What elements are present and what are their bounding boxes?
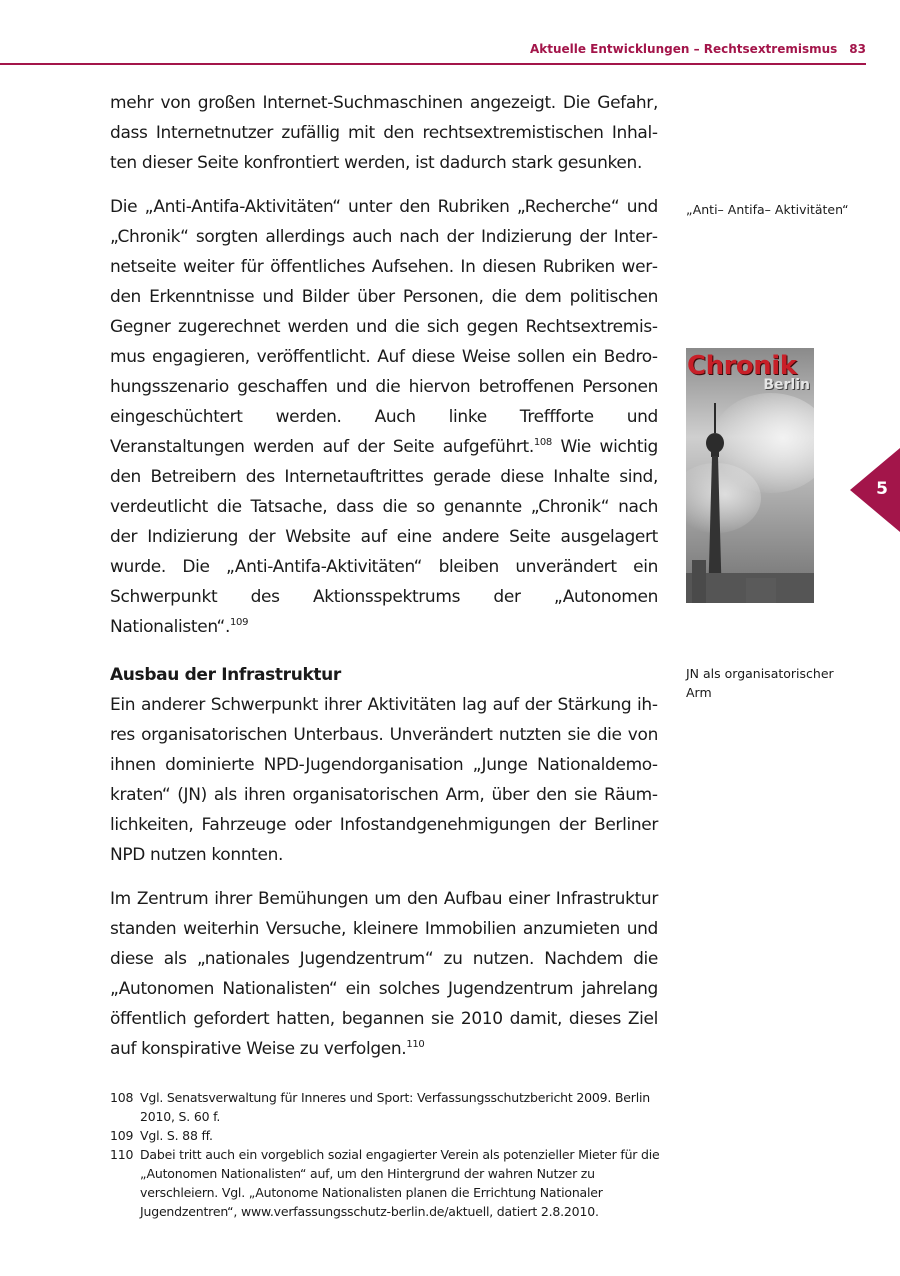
paragraph-2-text-cont: Wie wichtig den Betreibern des Internetauftrittes gerade diese Inhalte sind, verdeutlicht die Tatsache, dass die so genannte „Chronik“ nach der Indizierung der Website auf eine andere Seite ausgelagert wurde. Die „Anti-Antifa-Aktivitäten“ bleiben unverändert ein Schwerpunkt des Aktionsspektrums der „Autonomen Nationalisten“.: [110, 437, 658, 637]
footnote-number: 110: [110, 1147, 134, 1162]
chapter-number: 5: [876, 479, 888, 499]
paragraph-4: [110, 884, 658, 1064]
footnote-ref-110[interactable]: 110: [406, 1039, 425, 1050]
header-title: Aktuelle Entwicklungen – Rechtsextremismus: [529, 42, 838, 56]
paragraph-1: mehr von großen Internet-Suchmaschinen angezeigt. Die Gefahr, dass Internetnutzer zufällig mit den rechtsextremistischen Inhalten dieser Seite konfrontiert werden, ist dadurch stark gesunken.: [110, 93, 658, 173]
paragraph-4-text: Im Zentrum ihrer Bemühungen um den Aufbau einer Infrastruktur standen weiterhin Versuche, kleinere Immobilien anzumieten und diese als „nationales Jugendzentrum“ zu nutzen. Nachdem die „Autonomen Nationalisten“ ein solches Jugendzentrum jahrelang öffentlich gefordert hatten, begannen sie 2010 damit, dieses Ziel auf konspirative Weise zu verfolgen.: [110, 889, 658, 1059]
paragraph-2: [110, 192, 658, 642]
footnote-ref-108[interactable]: 108: [533, 437, 552, 448]
footnote-text: Vgl. Senatsverwaltung für Inneres und Sport: Verfassungsschutzbericht 2009. Berlin 2010, S. 60 f.: [140, 1090, 650, 1124]
page-number: 83: [849, 42, 866, 56]
paragraph-3: Ein anderer Schwerpunkt ihrer Aktivitäten lag auf der Stärkung ihres organisatorischen Unterbaus. Unverändert nutzten sie die von ihnen dominierte NPD-Jugendorganisation „Junge Nationaldemokraten“ (JN) als ihren organisatorischen Arm, über den sie Räumlichkeiten, Fahrzeuge oder Infostandgenehmigungen der Berliner NPD nutzen konnten.: [110, 695, 658, 865]
footnote-text: Vgl. S. 88 ff.: [140, 1128, 213, 1143]
margin-note-jn: JN als organisatorischer Arm: [686, 666, 834, 700]
footnote-ref-109[interactable]: 109: [230, 617, 249, 628]
section-heading: Ausbau der Infrastruktur: [110, 665, 341, 685]
chronik-berlin-image: [686, 348, 814, 603]
chapter-tab[interactable]: [850, 448, 900, 532]
header-rule: [0, 63, 866, 65]
footnote-number: 109: [110, 1128, 134, 1143]
margin-note-anti-antifa: „Anti– Antifa– Aktivitäten“: [686, 202, 849, 217]
footnote-109: [110, 1126, 670, 1145]
chronik-subtitle: Berlin: [763, 377, 810, 393]
footnotes: [110, 1088, 670, 1221]
paragraph-2-text: Die „Anti-Antifa-Aktivitäten“ unter den Rubriken „Recherche“ und „Chronik“ sorgten allerdings auch nach der Indizierung der Internetseite weiter für öffentliches Aufsehen. In diesen Rubriken werden Erkenntnisse und Bilder über Personen, die dem politischen Gegner zugerechnet werden und die sich gegen Rechtsextremismus engagieren, veröffentlicht. Auf diese Weise sollen ein Bedrohungsszenario geschaffen und die hiervon betroffenen Personen eingeschüchtert werden. Auch linke Treffforte und Veranstaltungen werden auf der Seite aufgeführt.: [110, 197, 658, 457]
footnote-number: 108: [110, 1090, 134, 1105]
chronik-title: Chronik: [687, 351, 797, 381]
footnote-108: [110, 1088, 670, 1126]
main-text-column: [110, 88, 658, 1078]
running-header: [530, 42, 866, 56]
footnote-110: [110, 1145, 670, 1221]
footnote-text: Dabei tritt auch ein vorgeblich sozial engagierter Verein als potenzieller Mieter für die „Autonomen Nationalisten“ auf, um den Hintergrund der wahren Nutzer zu verschleiern. Vgl. „Autonome Nationalisten planen die Errichtung Nationaler Jugendzentren“, www.verfassungsschutz-berlin.de/aktuell, datiert 2.8.2010.: [140, 1147, 660, 1219]
